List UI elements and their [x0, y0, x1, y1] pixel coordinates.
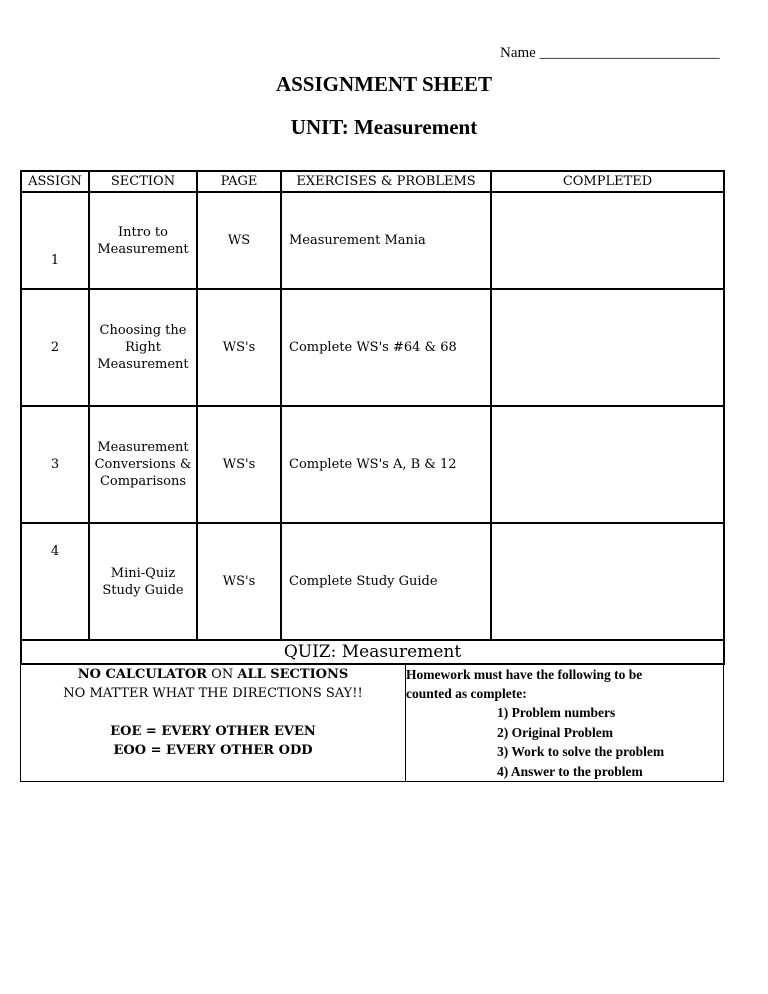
list-item: 3) Work to solve the problem [497, 744, 665, 759]
completed-cell[interactable] [491, 289, 724, 406]
column-header-page: PAGE [197, 171, 281, 192]
directions-note: NO MATTER WHAT THE DIRECTIONS SAY!! [63, 686, 363, 701]
column-header-completed: COMPLETED [491, 171, 724, 192]
section-line: Measurement [97, 241, 189, 257]
exercises-cell: Complete WS's A, B & 12 [281, 406, 491, 523]
all-sections-text: ALL SECTIONS [237, 667, 349, 682]
table-row [21, 192, 724, 289]
section-line: Comparisons [99, 474, 187, 489]
section-line: Intro to [118, 224, 168, 240]
table-row [21, 523, 724, 640]
column-header-assign: ASSIGN [21, 171, 89, 192]
requirements-list [406, 703, 723, 781]
calculator-rule [21, 665, 405, 684]
unit-title: UNIT: Measurement [290, 115, 478, 139]
no-calculator-text: NO CALCULATOR [77, 667, 208, 682]
eoe-definition: EOE = EVERY OTHER EVEN [110, 724, 316, 739]
section-line: Conversions & [94, 457, 192, 472]
page-cell: WS's [197, 406, 281, 523]
completed-cell[interactable] [491, 192, 724, 289]
section-line: Right [125, 340, 161, 355]
assign-number: 4 [21, 523, 89, 640]
column-header-section: SECTION [89, 171, 197, 192]
page-cell: WS's [197, 289, 281, 406]
requirements-intro: Homework must have the following to be [406, 667, 643, 682]
name-field [500, 45, 720, 62]
section-line: Study Guide [102, 582, 184, 598]
list-item: 2) Original Problem [497, 724, 613, 740]
section-line: Measurement [97, 440, 189, 455]
calculator-notes [21, 665, 406, 782]
exercises-cell: Measurement Mania [281, 192, 491, 289]
homework-requirements [406, 665, 724, 782]
list-item: 4) Answer to the problem [497, 763, 643, 779]
section-cell [89, 523, 197, 640]
table-row [21, 289, 724, 406]
section-cell [89, 406, 197, 523]
name-blank: ________________________ [539, 45, 720, 61]
assign-number: 3 [21, 406, 89, 523]
section-line: Mini-Quiz [110, 565, 176, 581]
column-header-exercises: EXERCISES & PROBLEMS [281, 171, 491, 192]
section-cell [89, 289, 197, 406]
completed-cell[interactable] [491, 406, 724, 523]
section-line: Measurement [97, 357, 189, 372]
completed-cell[interactable] [491, 523, 724, 640]
eoo-definition: EOO = EVERY OTHER ODD [113, 743, 313, 758]
page-title: ASSIGNMENT SHEET [275, 72, 493, 96]
assign-number: 2 [21, 289, 89, 406]
quiz-row [21, 640, 724, 664]
on-text: ON [207, 667, 238, 682]
name-label: Name [500, 45, 536, 61]
quiz-label: QUIZ: Measurement [21, 640, 724, 664]
exercises-cell: Complete WS's #64 & 68 [281, 289, 491, 406]
exercises-cell: Complete Study Guide [281, 523, 491, 640]
table-row [21, 406, 724, 523]
page-cell: WS's [197, 523, 281, 640]
page-cell: WS [197, 192, 281, 289]
assign-number: 1 [21, 192, 89, 289]
assignment-table [20, 170, 725, 665]
section-cell [89, 192, 197, 289]
notes-table [20, 664, 724, 782]
list-item: 1) Problem numbers [497, 705, 616, 720]
requirements-intro: counted as complete: [406, 686, 527, 701]
section-line: Choosing the [99, 323, 187, 338]
table-header-row [21, 171, 724, 192]
